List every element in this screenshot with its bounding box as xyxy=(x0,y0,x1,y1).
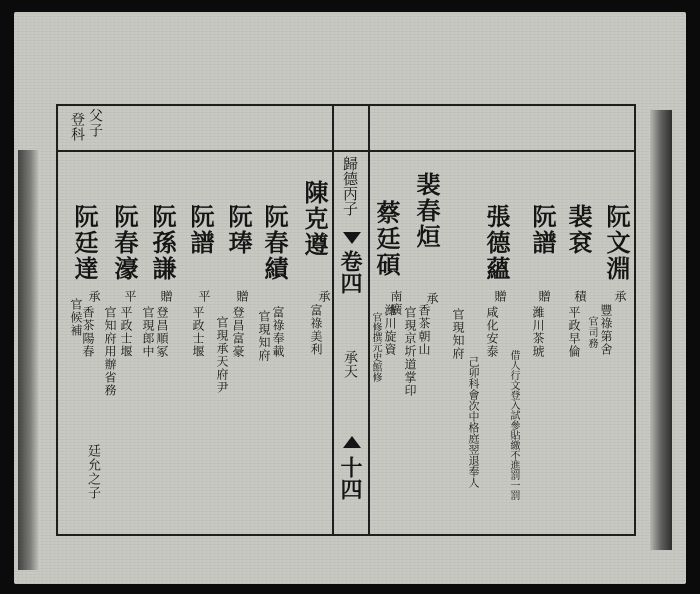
page-number: 十四 xyxy=(337,456,363,500)
entry-name-l1: 陳克遵 xyxy=(300,180,329,258)
entry-note-r6c: 官現京圻道掌印 xyxy=(403,306,417,397)
bottom-rule xyxy=(56,534,636,536)
center-subtitle: 承天 xyxy=(342,350,358,378)
entry-note-l3b: 登昌富豪 xyxy=(231,306,245,358)
entry-note-r6b: 香茶朝山 xyxy=(417,304,431,356)
entry-note-r7a: 南廣 xyxy=(389,290,403,316)
entry-name-r4: 張德蘊 xyxy=(482,204,511,282)
center-divider-left xyxy=(332,104,334,536)
entry-note-l1b: 富祿美利 xyxy=(309,304,323,356)
entry-note-l2b: 富祿奉載 xyxy=(271,306,285,358)
entry-note-r3a: 贈 xyxy=(537,290,551,303)
header-note-line2: 登科 xyxy=(69,112,85,142)
entry-note-l6c: 官知府用辦省務 xyxy=(103,306,117,397)
entry-note-l5c: 官現郎中 xyxy=(141,306,155,358)
entry-note-r7c: 官修撰元史館修 xyxy=(370,312,381,382)
entry-name-r3: 阮譜 xyxy=(528,204,557,256)
entry-name-l3: 阮琫 xyxy=(224,204,253,256)
entry-note-r3b: 濰川茶琥 xyxy=(531,306,545,358)
fish-tail-lower xyxy=(343,436,361,448)
header-note-line1: 父子 xyxy=(87,108,103,138)
left-binding-shadow xyxy=(18,150,38,570)
entry-note-r2b: 平政早倫 xyxy=(567,306,581,358)
entry-name-l4: 阮譜 xyxy=(186,204,215,256)
entry-name-l6: 阮春濠 xyxy=(110,204,139,282)
entry-note-l5a: 贈 xyxy=(159,290,173,303)
entry-note-r7b: 濰川旋資 xyxy=(383,304,397,356)
entry-note-l4a: 平 xyxy=(197,290,211,303)
entry-name-r1: 阮文淵 xyxy=(602,204,631,282)
entry-note-r3c: 借人行文登入試參貼繳不進罰一罰 xyxy=(508,350,519,500)
fish-tail-upper xyxy=(343,232,361,244)
entry-note-l1a: 承 xyxy=(317,290,331,303)
top-rule xyxy=(56,104,636,106)
entry-name-r7: 蔡廷碩 xyxy=(372,200,401,278)
entry-name-r2: 裴袞 xyxy=(564,204,593,256)
entry-note-l5b: 登昌順冢 xyxy=(155,306,169,358)
center-title: 歸德丙子 xyxy=(341,156,359,216)
entry-note-l2c: 官現知府 xyxy=(257,310,271,362)
entry-note-l3a: 贈 xyxy=(235,290,249,303)
entry-note-r5: 官現知府 xyxy=(451,308,465,360)
volume-label: 卷四 xyxy=(337,250,363,294)
entry-note-r4b: 咸化安泰 xyxy=(485,306,499,358)
entry-note-l7d: 廷允之子 xyxy=(85,444,100,500)
entry-note-l3c: 官現承天府尹 xyxy=(215,316,229,394)
entry-note-r1b: 豐祿第舍 xyxy=(599,304,613,356)
entry-note-r1a: 承 xyxy=(613,290,627,303)
entry-note-r6a: 承 xyxy=(425,292,439,305)
entry-note-l6b: 平政士堰 xyxy=(119,306,133,358)
entry-name-l5: 阮孫謙 xyxy=(148,204,177,282)
entry-note-l7b: 香茶陽春 xyxy=(81,306,95,358)
entry-note-r2a: 積 xyxy=(573,290,587,303)
right-binding-shadow xyxy=(650,110,672,550)
entry-note-l6a: 平 xyxy=(123,290,137,303)
entry-note-l7a: 承 xyxy=(87,290,101,303)
entry-note-r4c: 己卯科會次中格庭翌退奉人 xyxy=(467,356,480,488)
entry-name-l7: 阮廷達 xyxy=(70,204,99,282)
entry-note-r4a: 贈 xyxy=(493,290,507,303)
entry-name-l2: 阮春績 xyxy=(260,204,289,282)
entry-note-r1c: 官司務 xyxy=(586,316,597,349)
header-rule xyxy=(56,150,636,152)
entry-note-l4b: 平政士堰 xyxy=(191,306,205,358)
entry-note-l7c: 官候補 xyxy=(69,298,83,337)
entry-name-r6: 裴春烜 xyxy=(412,172,441,250)
